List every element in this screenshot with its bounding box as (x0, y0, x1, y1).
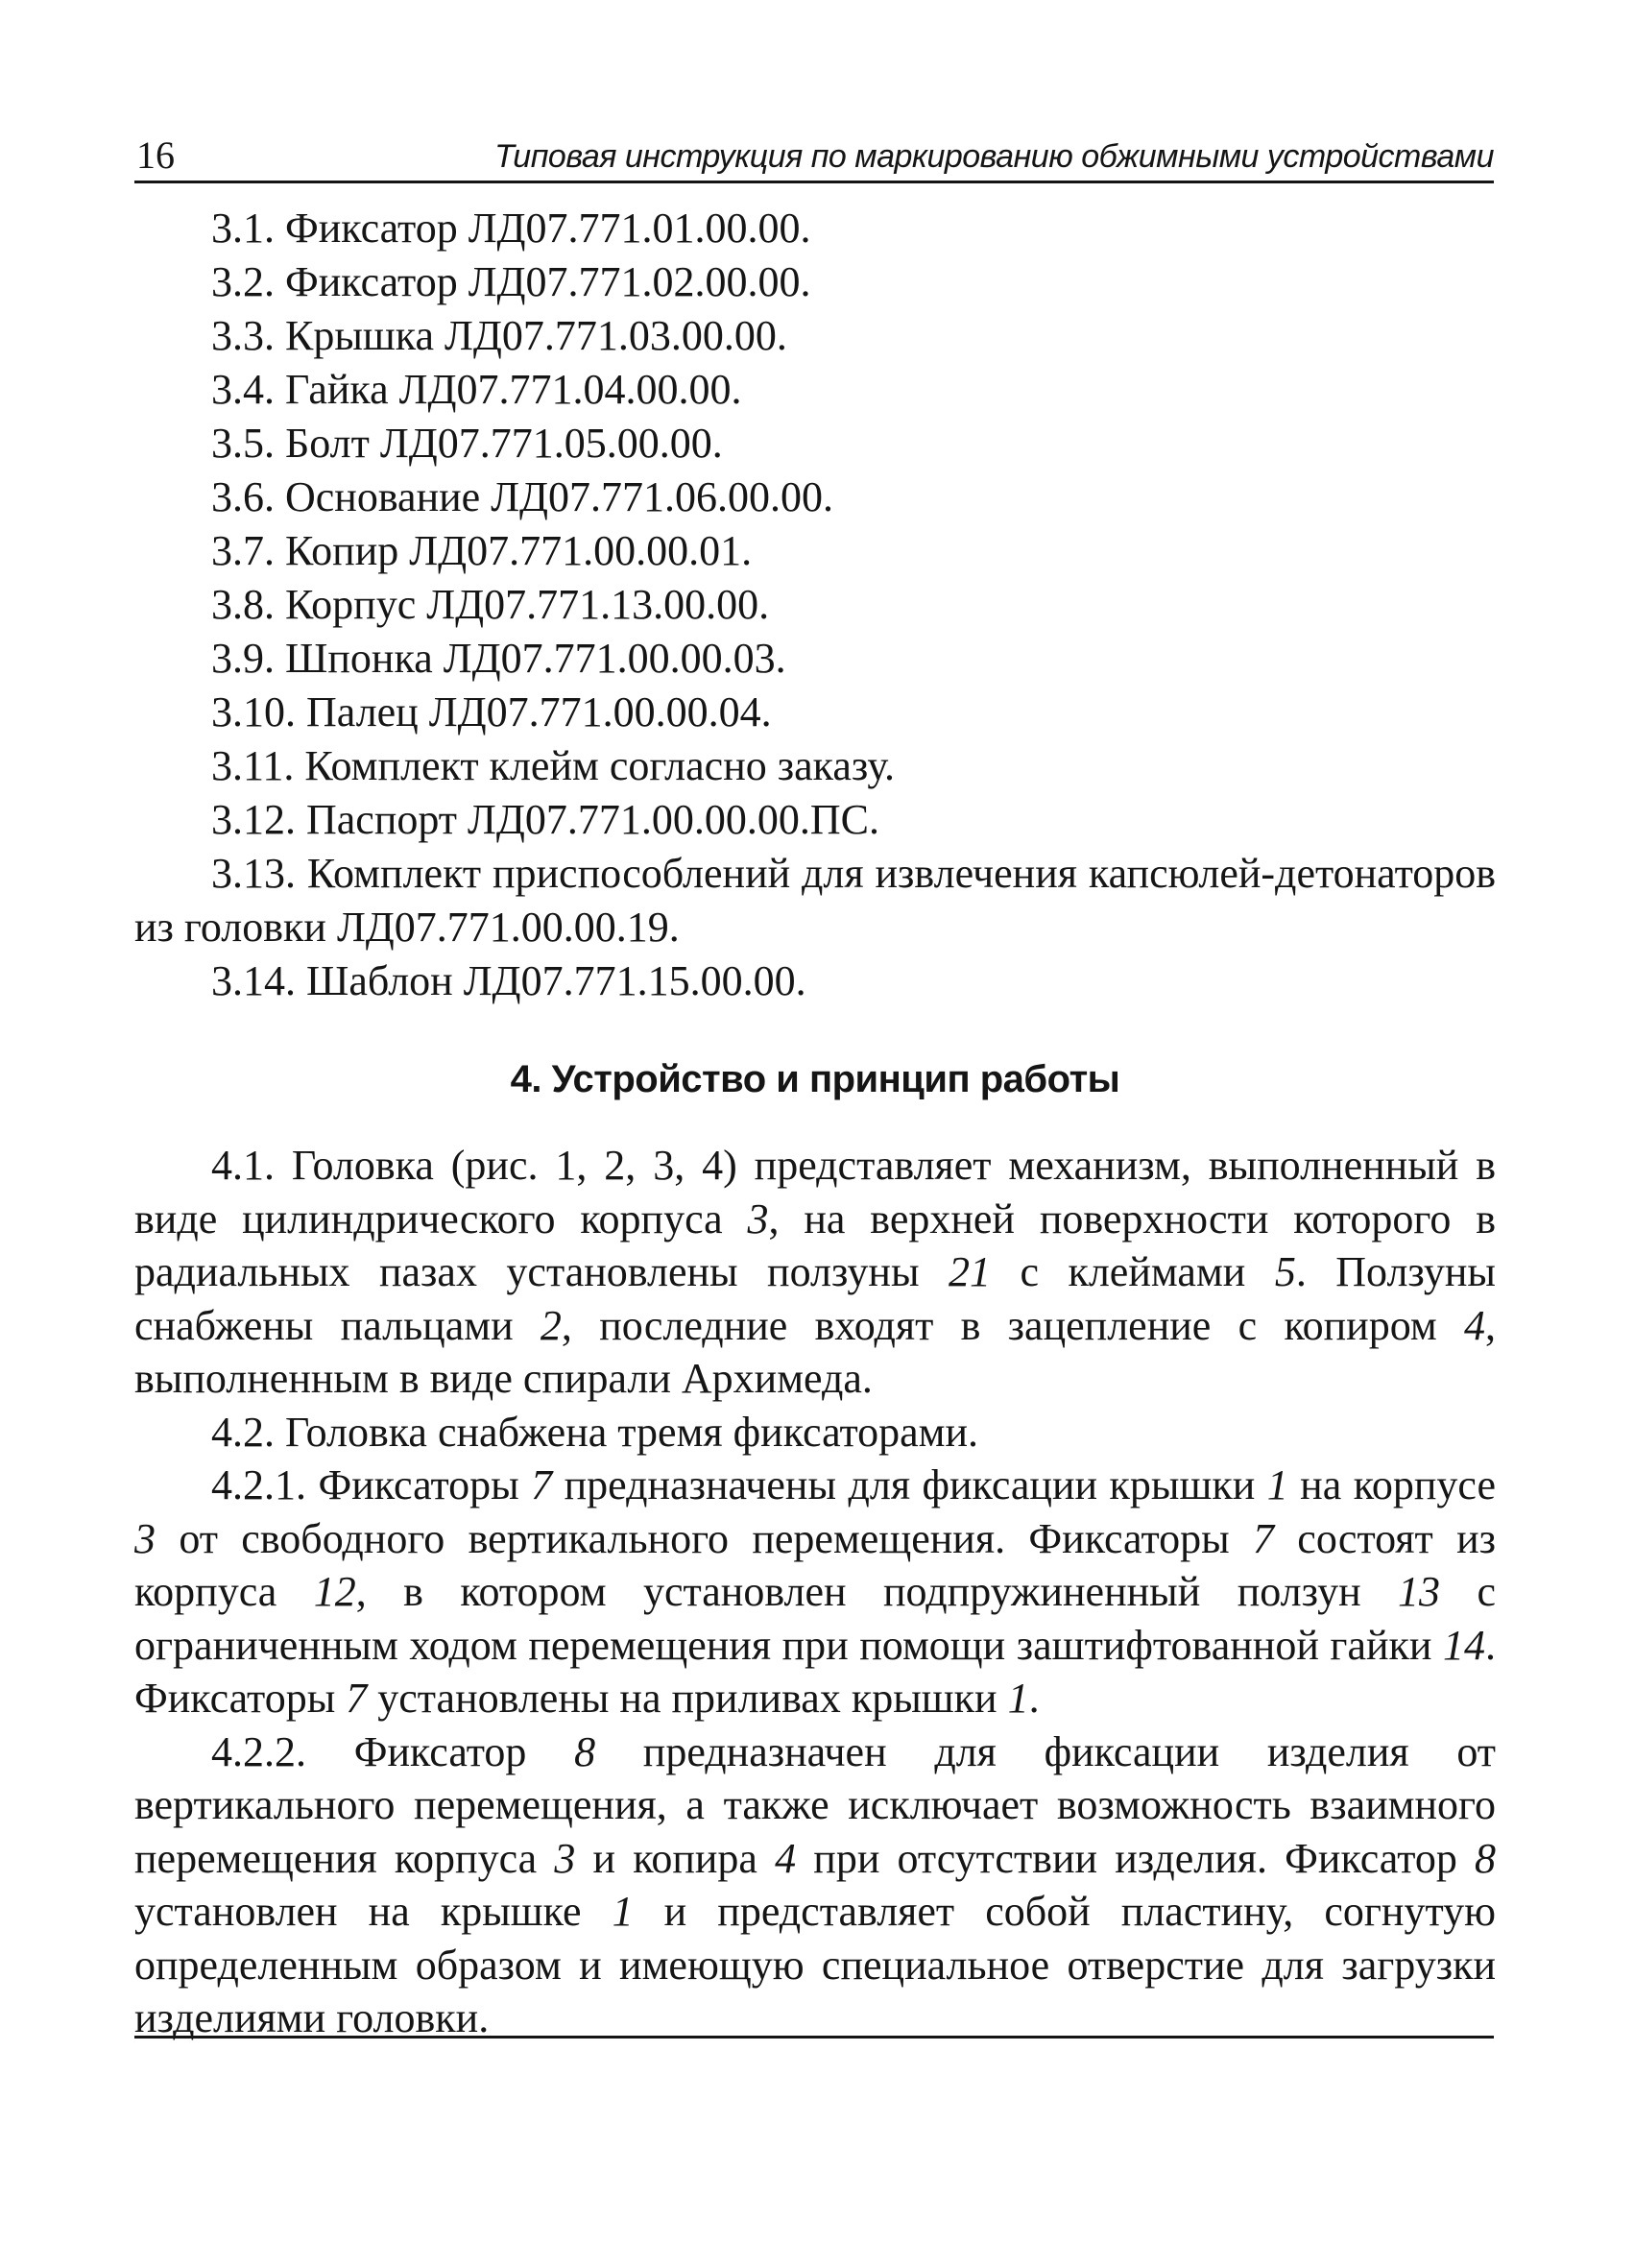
list-item: 3.9. Шпонка ЛД07.771.00.00.03. (211, 635, 786, 682)
running-title: Типовая инструкция по маркированию обжимными устройствами (494, 138, 1494, 175)
paragraph-text: от свободного вертикального перемещения. Фиксаторы (156, 1514, 1253, 1562)
paragraph-text: установлены на приливах крышки (367, 1675, 1008, 1722)
figure-ref: 3 (554, 1834, 576, 1882)
list-item: 3.13. Комплект приспособлений для извлечения капсюлей-детонаторов из головки ЛД07.771.00.00.19. (134, 850, 1496, 951)
figure-ref: 1 (612, 1888, 634, 1935)
figure-ref: 21 (949, 1248, 992, 1295)
figure-ref: 7 (531, 1461, 553, 1508)
paragraph-text: с клеймами (991, 1248, 1275, 1295)
paragraph-text: 4.2.2. Фиксатор (211, 1727, 575, 1775)
list-item: 3.12. Паспорт ЛД07.771.00.00.00.ПС. (211, 796, 880, 843)
section-heading: 4. Устройство и принцип работы (510, 1058, 1120, 1100)
paragraph-text: предназначены для фиксации крышки (552, 1461, 1267, 1508)
list-item: 3.3. Крышка ЛД07.771.03.00.00. (211, 312, 787, 359)
page-body (134, 202, 1496, 2045)
paragraph-text: , последние входят в зацепление с копиром (561, 1301, 1464, 1349)
paragraph-text: . Ползуны снабжены пальцами (134, 1248, 1496, 1349)
paragraph-text: , на верхней поверхности которого в радиальных пазах установлены ползуны (134, 1194, 1496, 1295)
figure-ref: 12 (313, 1568, 356, 1615)
list-item: 3.7. Копир ЛД07.771.00.00.01. (211, 527, 753, 574)
paragraph-text: 4.1. Головка (рис. 1, 2, 3, 4) представляет механизм, выполненный в виде цилиндрического корпуса (134, 1142, 1496, 1243)
list-item: 3.4. Гайка ЛД07.771.04.00.00. (211, 366, 742, 413)
list-item: 3.14. Шаблон ЛД07.771.15.00.00. (211, 957, 806, 1004)
list-item: 3.1. Фиксатор ЛД07.771.01.00.00. (211, 205, 811, 252)
figure-ref: 14 (1443, 1621, 1485, 1669)
figure-ref: 7 (346, 1675, 368, 1722)
figure-ref: 2 (540, 1301, 562, 1349)
page-number: 16 (136, 133, 175, 177)
list-item: 3.2. Фиксатор ЛД07.771.02.00.00. (211, 258, 811, 305)
figure-ref: 1 (1007, 1675, 1029, 1722)
figure-ref: 13 (1398, 1568, 1441, 1615)
list-item: 3.10. Палец ЛД07.771.00.00.04. (211, 688, 772, 736)
figure-ref: 7 (1252, 1514, 1274, 1562)
list-item: 3.8. Корпус ЛД07.771.13.00.00. (211, 581, 770, 628)
figure-ref: 8 (1475, 1834, 1496, 1882)
list-item: 3.5. Болт ЛД07.771.05.00.00. (211, 420, 723, 467)
paragraph-4-1 (134, 1139, 1496, 1406)
page-header (134, 134, 1494, 183)
paragraph-text: . Фиксаторы (134, 1621, 1496, 1722)
figure-ref: 4 (775, 1834, 797, 1882)
paragraph-4-2: 4.2. Головка снабжена тремя фиксаторами. (211, 1408, 979, 1456)
paragraph-text: установлен на крышке (134, 1888, 613, 1935)
paragraph-text: 4.2.1. Фиксаторы (211, 1461, 532, 1508)
paragraph-text: , выполненным в виде спирали Архимеда. (134, 1301, 1496, 1402)
paragraph-text: предназначен для фиксации изделия от вертикального перемещения, а также исключает возможность взаимного перемещения корпуса (134, 1727, 1496, 1882)
list-item: 3.6. Основание ЛД07.771.06.00.00. (211, 473, 834, 520)
figure-ref: 3 (747, 1194, 769, 1243)
paragraph-4-2-1 (134, 1459, 1496, 1725)
figure-ref: 3 (134, 1514, 156, 1562)
paragraph-text: и копира (575, 1834, 776, 1882)
list-item: 3.11. Комплект клейм согласно заказу. (211, 742, 895, 789)
paragraph-text: при отсутствии изделия. Фиксатор (796, 1834, 1475, 1882)
figure-ref: 5 (1274, 1248, 1296, 1295)
bottom-rule (134, 2036, 1494, 2039)
paragraph-text: с ограниченным ходом перемещения при помощи заштифтованной гайки (134, 1568, 1496, 1669)
paragraph-text: на корпусе (1287, 1461, 1496, 1508)
paragraph-4-2-2 (134, 1725, 1496, 2045)
paragraph-text: состоят из корпуса (134, 1514, 1496, 1615)
paragraph-text: , в котором установлен подпружиненный ползун (355, 1568, 1399, 1615)
figure-ref: 1 (1266, 1461, 1288, 1508)
parts-list (134, 202, 1496, 1008)
figure-ref: 8 (574, 1727, 596, 1775)
paragraph-text: . (1028, 1675, 1040, 1722)
paragraph-text: и представляет собой пластину, согнутую определенным образом и имеющую специальное отверстие для загрузки изделиями головки. (134, 1888, 1496, 2041)
figure-ref: 4 (1464, 1301, 1485, 1349)
